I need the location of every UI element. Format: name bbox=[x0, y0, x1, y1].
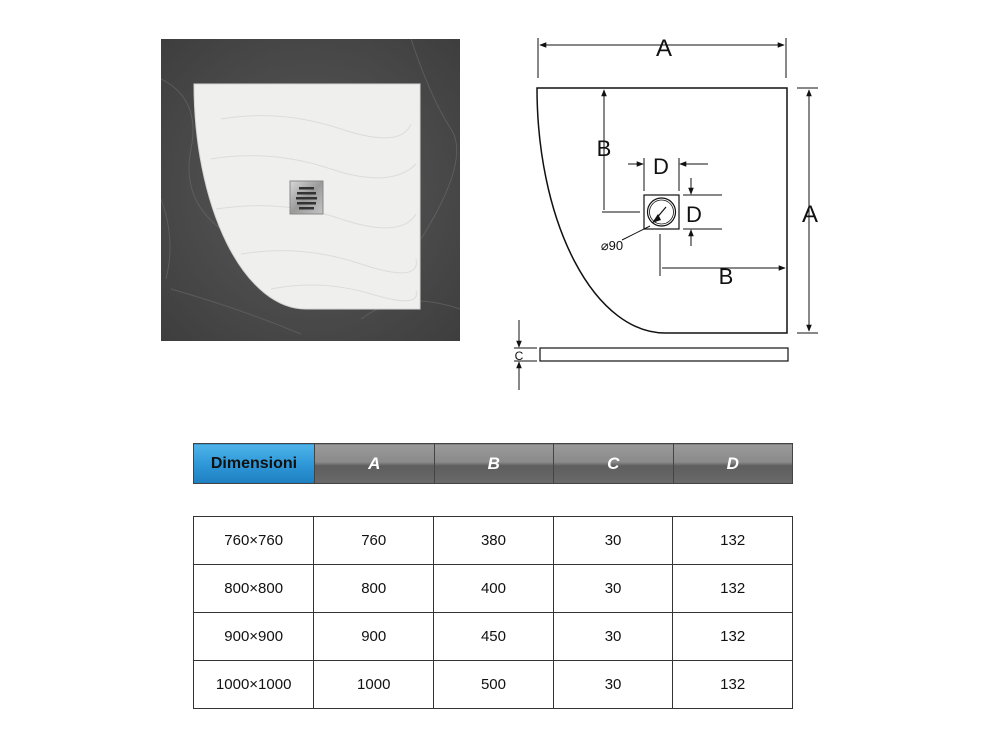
table-row bbox=[194, 565, 793, 613]
dimensions-table bbox=[193, 516, 793, 709]
header-b: B bbox=[434, 444, 554, 484]
cell-c: 30 bbox=[553, 613, 673, 661]
dim-d-right-label: D bbox=[686, 202, 702, 227]
cell-a: 1000 bbox=[314, 661, 434, 709]
header-row bbox=[194, 444, 793, 484]
cell-b: 380 bbox=[434, 517, 554, 565]
cell-a: 760 bbox=[314, 517, 434, 565]
diameter-leader bbox=[622, 226, 650, 240]
cell-c: 30 bbox=[553, 565, 673, 613]
cell-d: 132 bbox=[673, 565, 793, 613]
dim-b-left-label: B bbox=[596, 136, 612, 161]
header-a: A bbox=[315, 444, 435, 484]
dimensions-header bbox=[193, 443, 793, 484]
dim-a-top-label: A bbox=[655, 35, 673, 62]
cell-a: 900 bbox=[314, 613, 434, 661]
cell-b: 500 bbox=[434, 661, 554, 709]
table-row bbox=[194, 613, 793, 661]
header-dimensioni: Dimensioni bbox=[194, 444, 315, 484]
cell-d: 132 bbox=[673, 517, 793, 565]
dim-b-bottom-label: B bbox=[718, 264, 734, 289]
dim-a-right-label: A bbox=[801, 201, 819, 228]
drain-symbol bbox=[644, 195, 679, 229]
cell-size: 1000×1000 bbox=[194, 661, 314, 709]
cell-b: 400 bbox=[434, 565, 554, 613]
cell-d: 132 bbox=[673, 613, 793, 661]
cell-size: 760×760 bbox=[194, 517, 314, 565]
drain-cover-icon bbox=[290, 181, 323, 214]
cell-size: 900×900 bbox=[194, 613, 314, 661]
tray-outline bbox=[537, 88, 787, 333]
dim-d-top-label: D bbox=[653, 154, 669, 179]
cell-d: 132 bbox=[673, 661, 793, 709]
tray-side-profile bbox=[540, 348, 788, 361]
table-row bbox=[194, 661, 793, 709]
header-c: C bbox=[554, 444, 674, 484]
cell-size: 800×800 bbox=[194, 565, 314, 613]
dim-c-label: C bbox=[514, 349, 524, 363]
cell-c: 30 bbox=[553, 661, 673, 709]
header-d: D bbox=[673, 444, 793, 484]
cell-c: 30 bbox=[553, 517, 673, 565]
cell-b: 450 bbox=[434, 613, 554, 661]
product-photo bbox=[161, 39, 460, 341]
table-row bbox=[194, 517, 793, 565]
drain-diameter-label: ⌀90 bbox=[600, 238, 624, 253]
cell-a: 800 bbox=[314, 565, 434, 613]
technical-drawing bbox=[500, 30, 840, 400]
